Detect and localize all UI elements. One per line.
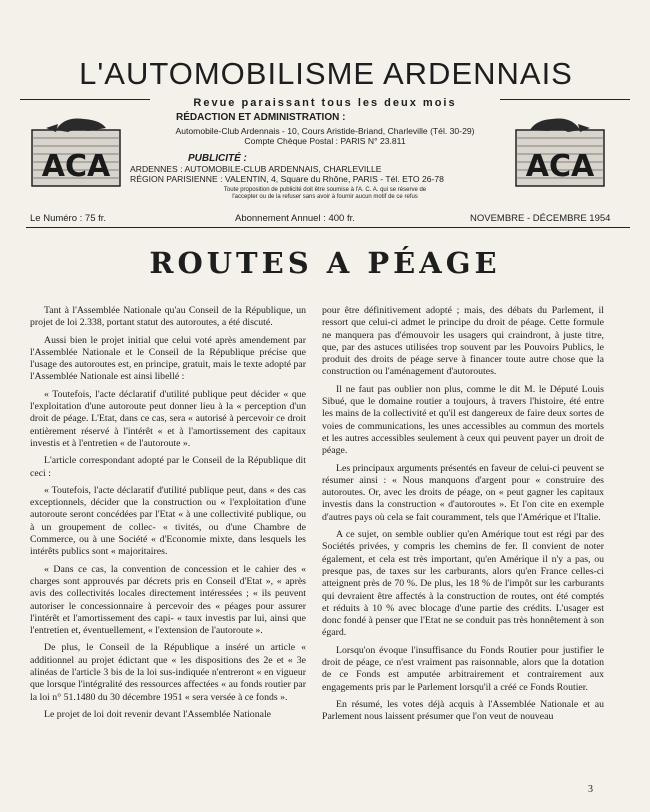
masthead-tagline: Revue paraissant tous les deux mois [193, 97, 457, 109]
publicite-ardennes: ARDENNES : AUTOMOBILE-CLUB ARDENNAIS, CHARLEVILLE [130, 164, 382, 174]
article-paragraph: « Toutefois, l'acte déclaratif d'utilité publique peut, dans « des cas exceptionnels, décider que la construction ou « l'exploitation d'une autoroute seront concédées par l'Etat « à une collectivité publique, ou à un groupement de collec- « tivités, ou d'une Chambre de Commerce, ou à une Société « d'Economie mixte, dans lesquels les intérêts publics sont « majoritaires. [30, 484, 306, 558]
redaction-block [130, 112, 520, 146]
subscription-price: Abonnement Annuel : 400 fr. [235, 213, 355, 224]
article-paragraph: « Dans ce cas, la convention de concession et le cahier des « charges sont approuvés par décrets pris en Conseil d'Etat », « après avis des collectivités locales directement intéressées ; « ils peuvent autoriser le concessionnaire à percevoir des « péages pour assurer l'intérêt et l'amortissement des capi- « taux investis par lui, ainsi que l'entretien et, éventuellement, « l'extension de l'autoroute ». [30, 563, 306, 637]
aca-logo-right [510, 116, 610, 188]
article-paragraph: En résumé, les votes déjà acquis à l'Assemblée Nationale et au Parlement nous laissent présumer que l'on veut de nouveau [322, 698, 604, 723]
redaction-address: Automobile-Club Ardennais - 10, Cours Aristide-Briand, Charleville (Tél. 30-29) [175, 126, 475, 136]
masthead-rule-right [500, 99, 630, 100]
redaction-heading: RÉDACTION ET ADMINISTRATION : [176, 112, 346, 123]
article-paragraph: Les principaux arguments présentés en faveur de celui-ci peuvent se résumer ainsi : « Nous manquons d'argent pour « construire des autoroutes. Or, avec les droits de péage, on « peut gagner les capitaux investis dans la construction « d'autoroutes ». Et l'on cite en exemple d'autres pays où cela se fait couramment, tels que l'Amérique et l'Italie. [322, 462, 604, 523]
aca-logo-text-left: ACA [41, 149, 111, 184]
article-column-right [322, 305, 604, 729]
article-paragraph: A ce sujet, on semble oublier qu'en Amérique tout est régi par des Sociétés privées, y compris les chemins de fer. Il convient de noter également, et cela est très important, qu'en Amérique il n'y a pas, ou presque pas, de taxes sur les carburants, alors qu'en France celles-ci atteignent près de 70 %. De plus, les 18 % de l'impôt sur les carburants qui devraient être affectés à la construction de routes, ont été comptés et réduits à 10 % avec blocage d'une partie des crédits. L'usager est donc fondé à penser que l'Etat ne se conduit pas très honnêtement à son égard. [322, 529, 604, 639]
header-rule [26, 227, 630, 228]
publicite-heading: PUBLICITÉ : [188, 153, 247, 164]
article-paragraph: Tant à l'Assemblée Nationale qu'au Conseil de la République, un projet de loi 2.338, portant statut des autoroutes, a été discuté. [30, 305, 306, 329]
article-paragraph: Lorsqu'on évoque l'insuffisance du Fonds Routier pour justifier le droit de péage, ce n'est vraiment pas raisonnable, alors que la dotation de ce Fonds est amputée arbitrairement et contrairement aux engagements pris par le Parlement lorsqu'il a créé ce Fonds Routier. [322, 644, 604, 693]
article-paragraph: L'article correspondant adopté par le Conseil de la République dit ceci : [30, 455, 306, 479]
aca-logo-text-right: ACA [525, 149, 595, 184]
redaction-cheque: Compte Chèque Postal : PARIS N° 23.811 [244, 136, 406, 146]
article-paragraph: Aussi bien le projet initial que celui voté après amendement par l'Assemblée Nationale et le Conseil de la République précise que l'usage des autoroutes est, en principe, gratuit, mais le texte adopté par l'Assemblée Nationale est ainsi libellé : [30, 334, 306, 383]
publicite-block [130, 153, 520, 201]
article-paragraph: pour être définitivement adopté ; mais, des débats du Parlement, il ressort que celui-ci admet le principe du droit de péage. Cette formule ne manquera pas d'émouvoir les usagers qui craindront, à juste titre, que, par des astuces utilisées trop souvent par les Pouvoirs Publics, le produit des droits de péage serve à financer toute autre chose que la construction ou l'aménagement d'autoroutes. [322, 305, 604, 378]
publicite-notice-2: l'accepter ou de la refuser sans avoir à fournir aucun motif de ce refus [232, 194, 418, 200]
issue-date: NOVEMBRE - DÉCEMBRE 1954 [470, 213, 611, 224]
publicite-notice-1: Toute proposition de publicité doit être soumise à l'A. C. A. qui se réserve de [223, 187, 427, 193]
page-number: 3 [588, 784, 593, 795]
article-headline: ROUTES A PÉAGE [149, 246, 501, 280]
masthead-title: L'AUTOMOBILISME ARDENNAIS [79, 56, 573, 91]
article-column-left [30, 305, 306, 726]
article-paragraph: Il ne faut pas oublier non plus, comme le dit M. le Député Louis Sibué, que le domaine routier a toujours, à travers l'histoire, été entre les mains de la collectivité et qu'il est dangereux de faire deux sortes de voies de communications, les unes accessibles au commun des mortels et les autres accessibles seulement à ceux qui peuvent payer un droit de péage. [322, 383, 604, 457]
publicite-paris: RÉGION PARISIENNE : VALENTIN, 4, Square du Rhône, PARIS - Tél. ETO 26-78 [130, 174, 444, 184]
masthead-rule-left [20, 99, 150, 100]
article-paragraph: Le projet de loi doit revenir devant l'Assemblée Nationale [44, 708, 272, 720]
issue-price: Le Numéro : 75 fr. [30, 213, 107, 224]
aca-logo-left [26, 116, 126, 188]
article-paragraph: « Toutefois, l'acte déclaratif d'utilité publique peut décider « que l'exploitation d'une autoroute peut donner lieu à la « perception d'un droit de péage. L'Etat, dans ce cas, sera « autorisé à percevoir ce droit entièrement réservé à l'intérêt « et à l'amortissement des capitaux investis et à l'entretien « de l'autoroute ». [30, 388, 306, 449]
article-paragraph: De plus, le Conseil de la République a inséré un article « additionnel au projet édictant que « les dispositions des 2e et « 3e alinéas de l'article 3 bis de la loi sus-indiquée n'entreront « en vigueur que lorsque l'intégralité des ressources affectées « au fonds routier par la loi n° 51.1480 du 30 décembre 1951 « sera versée à ce fonds ». [30, 642, 306, 703]
